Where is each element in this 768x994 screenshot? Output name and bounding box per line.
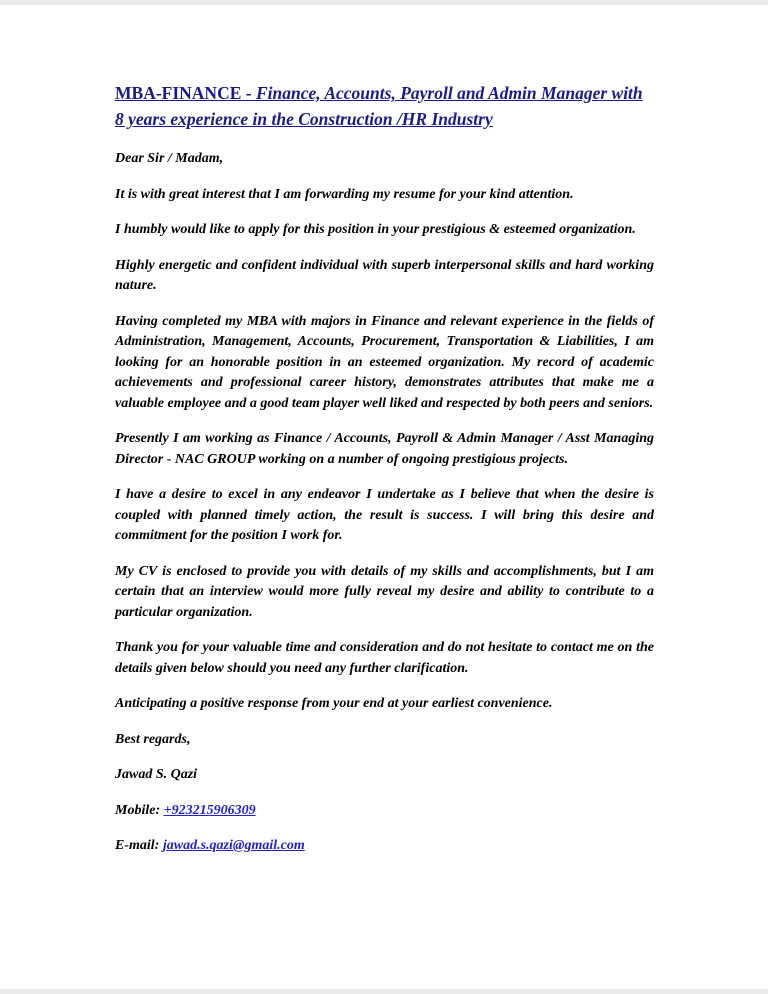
page-bottom-border: [0, 989, 768, 994]
mobile-line: [115, 801, 654, 822]
email-line: [115, 836, 654, 857]
paragraph-interest: It is with great interest that I am forwarding my resume for your kind attention.: [115, 186, 574, 202]
email-link[interactable]: jawad.s.qazi@gmail.com: [162, 838, 305, 853]
paragraph-apply: I humbly would like to apply for this position in your prestigious & esteemed organization.: [115, 222, 636, 237]
paragraph-cv-enclosed: My CV is enclosed to provide you with details of my skills and accomplishments, but I am certain that an interview would more fully reveal my desire and ability to contribute to a particular organization.: [115, 563, 654, 620]
paragraph-energetic: Highly energetic and confident individual with superb interpersonal skills and hard working nature.: [115, 257, 654, 293]
mobile-link[interactable]: +923215906309: [163, 802, 256, 818]
salutation: Dear Sir / Madam,: [115, 151, 224, 166]
page-top-border: [0, 0, 768, 5]
mobile-label: Mobile:: [115, 802, 164, 818]
email-label: E-mail:: [115, 838, 163, 853]
letter-title: [115, 80, 654, 132]
paragraph-current-role: Presently I am working as Finance / Accounts, Payroll & Admin Manager / Asst Managing Director - NAC GROUP working on a number of ongoing prestigious projects.: [115, 431, 654, 467]
paragraph-mba-background: Having completed my MBA with majors in Finance and relevant experience in the fields of Administration, Management, Accounts, Procurement, Transportation & Liabilities, I am looking for an honorable position in an esteemed organization. My record of academic achievements and professional career history, demonstrates attributes that make me a valuable employee and a good team player well liked and respected by both peers and seniors.: [115, 313, 654, 411]
letter-title-prefix: MBA-FINANCE -: [115, 83, 256, 103]
paragraph-thank-you: Thank you for your valuable time and consideration and do not hesitate to contact me on the details given below should you need any further clarification.: [115, 640, 654, 676]
closing: Best regards,: [115, 731, 191, 747]
paragraph-anticipating: Anticipating a positive response from your end at your earliest convenience.: [115, 696, 553, 711]
paragraph-desire: I have a desire to excel in any endeavor I undertake as I believe that when the desire is coupled with planned timely action, the result is success. I will bring this desire and commitment for the position I work for.: [115, 487, 654, 543]
letter-title-rest: Finance, Accounts, Payroll and Admin Manager with 8 years experience in the Construction /HR Industry: [115, 83, 643, 129]
signature-name: Jawad S. Qazi: [115, 767, 198, 782]
